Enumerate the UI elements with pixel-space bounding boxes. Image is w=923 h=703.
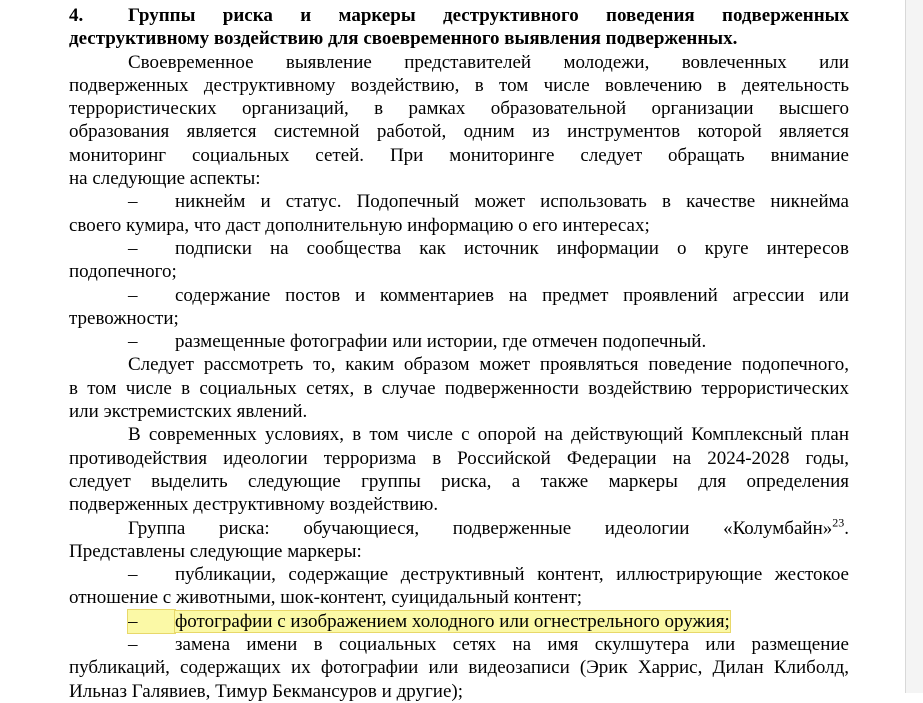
dash-bullet: – (128, 634, 138, 656)
list-item (69, 190, 849, 213)
list-item-text: подписки на сообщества как источник информации о круге интересов (175, 237, 849, 259)
list-item-continuation: тревожности; (69, 307, 179, 329)
para3-line-4: подверженных деструктивному воздействию. (69, 494, 439, 516)
intro-line-1: Своевременное выявление представителей молодежи, вовлеченных или (128, 51, 849, 73)
para3-line-2: противодействия идеологии терроризма в Российской Федерации на 2024-2028 годы, (69, 447, 849, 469)
para2-line-1: Следует рассмотреть то, каким образом может проявляться поведение подопечного, (128, 354, 849, 376)
list-item-continuation: публикаций, содержащих их фотографии или видеозаписи (Эрик Харрис, Дилан Клиболд, (69, 657, 849, 679)
list-item (69, 237, 849, 260)
section-number: 4. (69, 5, 84, 26)
markers-intro: Представлены следующие маркеры: (69, 540, 362, 562)
intro-line-3: террористических организаций, в рамках образовательной организации высшего (69, 98, 849, 120)
dash-bullet: – (128, 564, 138, 586)
dash-bullet: – (128, 237, 138, 259)
para2-line-2: в том числе в социальных сетях, в случае подверженности воздействию террористических (69, 377, 849, 399)
list-item-text: никнейм и статус. Подопечный может использовать в качестве никнейма (175, 191, 849, 213)
risk-period: . (844, 517, 849, 539)
intro-line-2: подверженных деструктивному воздействию, в том числе вовлечению в деятельность (69, 74, 849, 96)
dash-bullet: – (128, 331, 138, 353)
para2-line-3: или экстремистских явлений. (69, 401, 308, 423)
list-item (69, 563, 849, 586)
list-item-continuation: отношение с животными, шок-контент, суицидальный контент; (69, 587, 583, 609)
list-item-continuation: Ильназ Галявиев, Тимур Бекмансуров и другие); (69, 680, 463, 702)
heading-line-1: Группы риска и маркеры деструктивного поведения подверженных (128, 5, 849, 26)
list-item-text: размещенные фотографии или истории, где отмечен подопечный. (175, 331, 707, 353)
list-item-text: публикации, содержащие деструктивный контент, иллюстрирующие жестокое (175, 564, 849, 586)
intro-line-4: образования является системной работой, одним из инструментов которой является (69, 121, 849, 143)
document-body (69, 4, 849, 703)
section-heading (69, 4, 849, 27)
dash-bullet: – (128, 610, 175, 633)
highlighted-text[interactable]: фотографии с изображением холодного или огнестрельного оружия; (175, 610, 730, 632)
vertical-scrollbar[interactable] (905, 0, 923, 693)
aspect-list (69, 190, 849, 353)
heading-line-2: деструктивному воздействию для своевременного выявления подверженных. (69, 28, 738, 50)
list-item (69, 633, 849, 656)
list-item-text: содержание постов и комментариев на предмет проявлений агрессии или (175, 284, 849, 306)
intro-line-5: мониторинг социальных сетей. При мониторинге следует обращать внимание (69, 144, 849, 166)
risk-group-line (69, 517, 849, 540)
risk-group-text: Группа риска: обучающиеся, подверженные идеологии «Колумбайн» (128, 517, 833, 539)
marker-list (69, 563, 849, 703)
para3-line-1: В современных условиях, в том числе с опорой на действующий Комплексный план (128, 424, 849, 446)
list-item (69, 284, 849, 307)
list-item (69, 330, 849, 353)
para3-line-3: следует выделить следующие группы риска, а также маркеры для определения (69, 470, 849, 492)
list-item-continuation: своего кумира, что даст дополнительную информацию о его интересах; (69, 214, 650, 236)
list-item-highlighted (69, 610, 849, 633)
list-item-text: замена имени в социальных сетях на имя скулшутера или размещение (175, 634, 849, 656)
intro-line-6: на следующие аспекты: (69, 168, 261, 190)
dash-bullet: – (128, 284, 138, 306)
dash-bullet: – (128, 191, 138, 213)
list-item-continuation: подопечного; (69, 261, 177, 283)
footnote-reference[interactable]: 23 (832, 515, 845, 530)
